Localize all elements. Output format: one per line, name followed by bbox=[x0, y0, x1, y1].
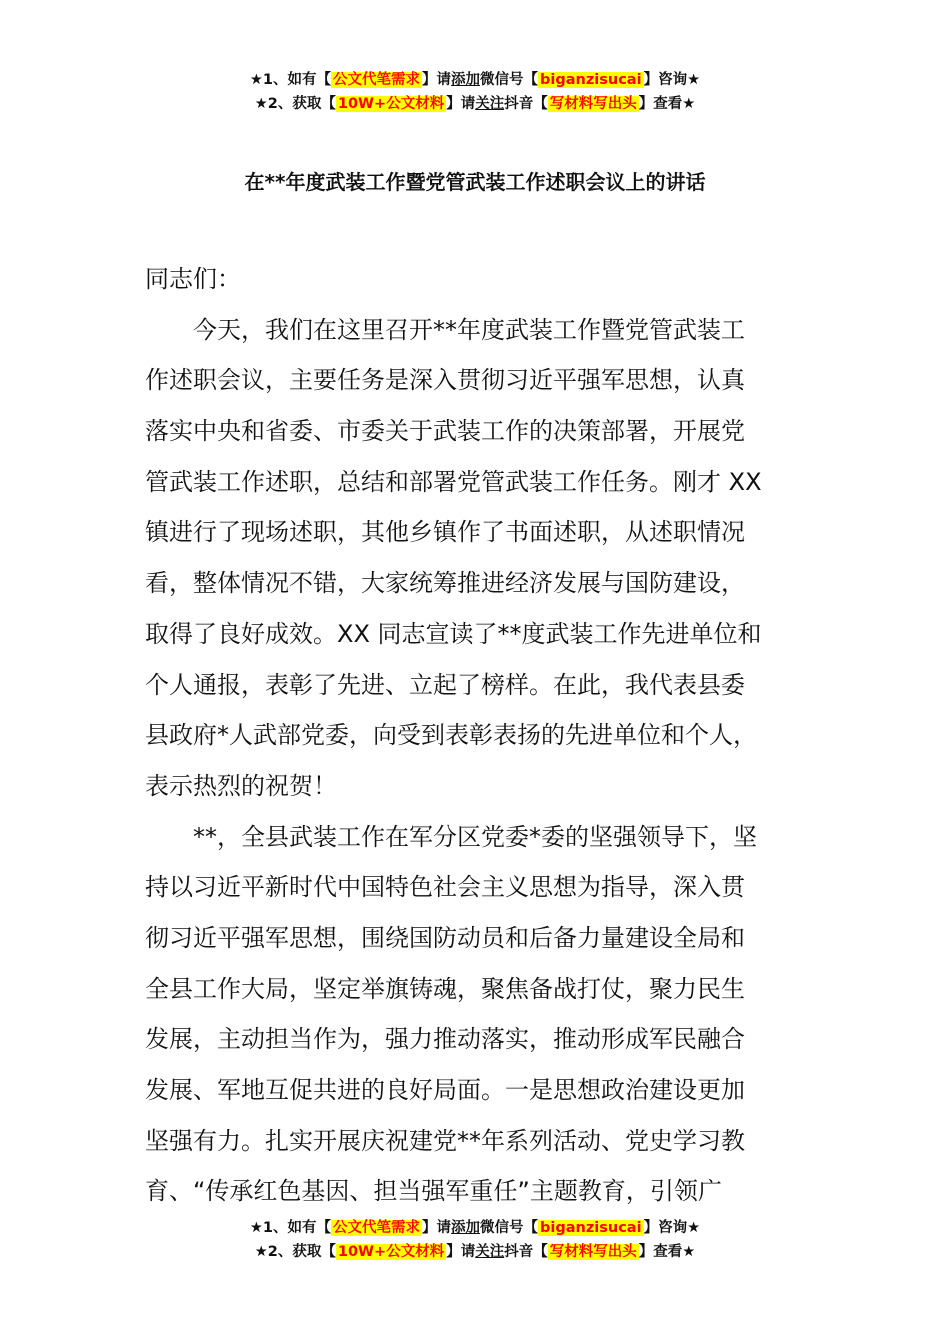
body-line: 全县工作大局，坚定举旗铸魂，聚焦备战打仗，聚力民生 bbox=[145, 974, 745, 1003]
body-line: 镇进行了现场述职，其他乡镇作了书面述职，从述职情况 bbox=[145, 518, 745, 547]
banner-highlight: 公文代笔需求 bbox=[333, 72, 421, 88]
body-line: 管武装工作述职，总结和部署党管武装工作任务。刚才 XX bbox=[145, 467, 762, 496]
document-body bbox=[145, 254, 809, 1217]
banner-line-2 bbox=[0, 92, 950, 116]
banner-text: 】请 bbox=[422, 72, 452, 88]
banner-highlight: 10W+公文材料 bbox=[337, 1244, 445, 1260]
body-line: 彻习近平强军思想，围绕国防动员和后备力量建设全局和 bbox=[145, 923, 745, 952]
banner-text: 微信号【 bbox=[480, 1220, 539, 1236]
banner-text: 】咨询★ bbox=[643, 72, 701, 88]
banner-highlight: 写材料写出头 bbox=[549, 96, 637, 112]
banner-line-1 bbox=[0, 1216, 950, 1240]
banner-text: 添加 bbox=[451, 1220, 481, 1236]
banner-text: 】咨询★ bbox=[643, 1220, 701, 1236]
banner-text: 】请 bbox=[422, 1220, 452, 1236]
banner-text: 添加 bbox=[451, 72, 481, 88]
body-line: **，全县武装工作在军分区党委*委的坚强领导下，坚 bbox=[193, 822, 757, 851]
document-title: 在**年度武装工作暨党管武装工作述职会议上的讲话 bbox=[244, 170, 706, 194]
banner-text: 抖音【 bbox=[504, 96, 548, 112]
banner-text: 微信号【 bbox=[480, 72, 539, 88]
banner-text: 关注 bbox=[475, 96, 505, 112]
banner-text: 】查看★ bbox=[638, 1244, 696, 1260]
body-line: 看，整体情况不错，大家统筹推进经济发展与国防建设， bbox=[145, 569, 745, 598]
banner-highlight: 10W+公文材料 bbox=[337, 96, 445, 112]
banner-text: 关注 bbox=[475, 1244, 505, 1260]
banner-line-2 bbox=[0, 1240, 950, 1264]
body-line: 坚强有力。扎实开展庆祝建党**年系列活动、党史学习教 bbox=[145, 1126, 745, 1155]
body-line: 取得了良好成效。XX 同志宣读了**度武装工作先进单位和 bbox=[145, 619, 762, 648]
top-banner bbox=[0, 68, 950, 116]
banner-text: ★2、获取【 bbox=[254, 1244, 336, 1260]
body-line: 个人通报，表彰了先进、立起了榜样。在此，我代表县委 bbox=[145, 670, 745, 699]
body-line: 县政府*人武部党委，向受到表彰表扬的先进单位和个人， bbox=[145, 721, 757, 750]
banner-text: 抖音【 bbox=[504, 1244, 548, 1260]
body-line: 持以习近平新时代中国特色社会主义思想为指导，深入贯 bbox=[145, 873, 745, 902]
body-line: 发展，主动担当作为，强力推动落实，推动形成军民融合 bbox=[145, 1025, 745, 1054]
banner-text: 】请 bbox=[446, 1244, 476, 1260]
body-line: 育、“传承红色基因、担当强军重任”主题教育，引领广 bbox=[145, 1177, 722, 1206]
banner-highlight: 写材料写出头 bbox=[549, 1244, 637, 1260]
banner-text: ★1、如有【 bbox=[249, 72, 332, 88]
banner-text: 】查看★ bbox=[638, 96, 696, 112]
banner-highlight: biganzisucai bbox=[540, 1220, 642, 1236]
body-line: 表示热烈的祝贺！ bbox=[145, 771, 337, 800]
body-line: 发展、军地互促共进的良好局面。一是思想政治建设更加 bbox=[145, 1076, 745, 1104]
banner-text: 】请 bbox=[446, 96, 476, 112]
body-line: 今天，我们在这里召开**年度武装工作暨党管武装工 bbox=[193, 315, 745, 344]
banner-highlight: 公文代笔需求 bbox=[333, 1220, 421, 1236]
body-line: 落实中央和省委、市委关于武装工作的决策部署，开展党 bbox=[145, 417, 745, 446]
banner-highlight: biganzisucai bbox=[540, 72, 642, 88]
salutation: 同志们： bbox=[145, 265, 241, 293]
banner-text: ★1、如有【 bbox=[249, 1220, 332, 1236]
bottom-banner bbox=[0, 1216, 950, 1264]
body-line: 作述职会议，主要任务是深入贯彻习近平强军思想，认真 bbox=[145, 366, 745, 395]
banner-text: ★2、获取【 bbox=[254, 96, 336, 112]
banner-line-1 bbox=[0, 68, 950, 92]
